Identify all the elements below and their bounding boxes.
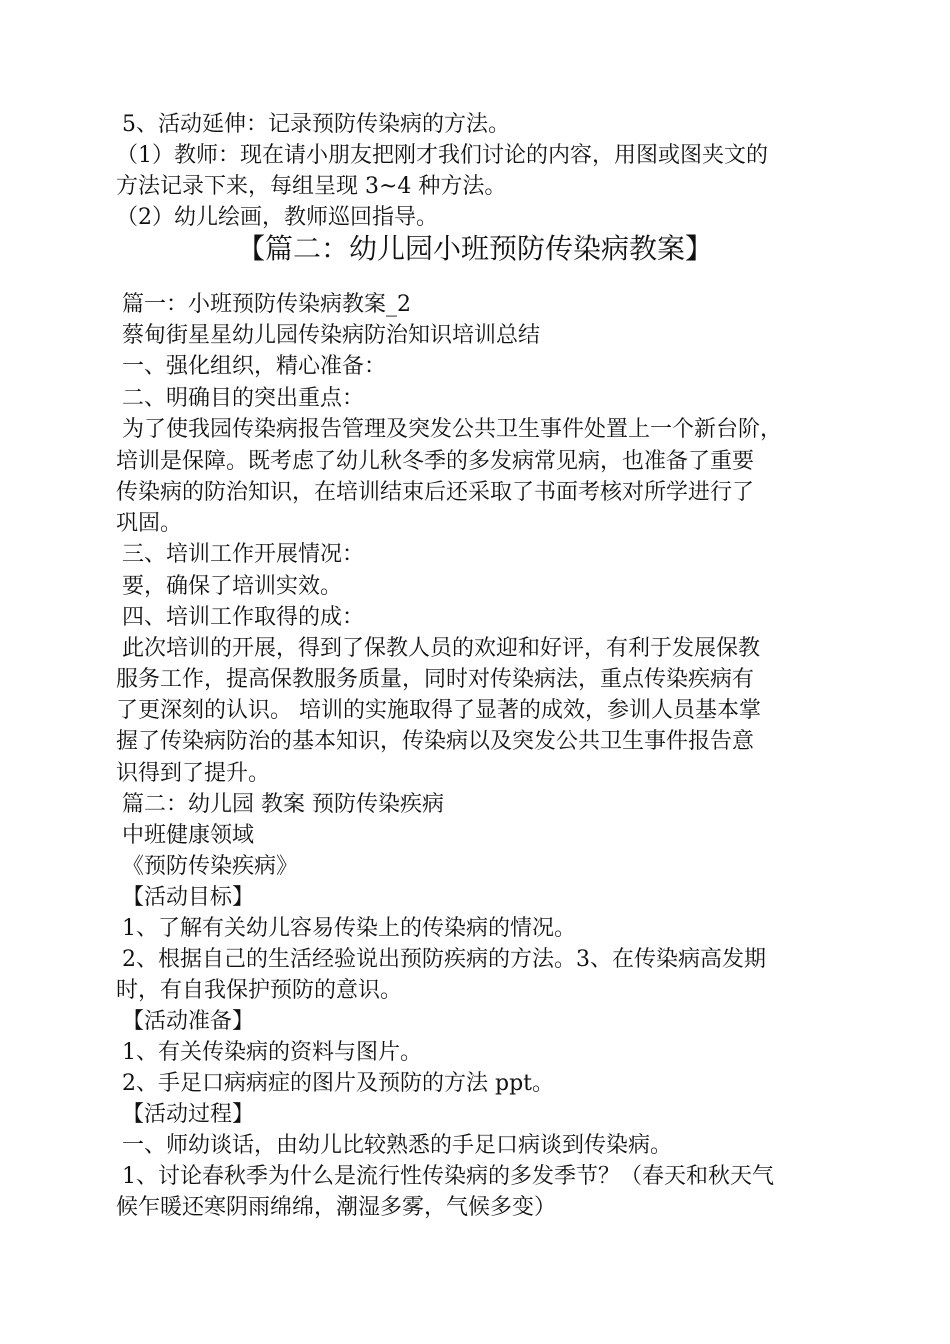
text-line: 服务工作，提高保教服务质量，同时对传染病法，重点传染疾病有 (116, 667, 755, 692)
text-line: 【活动准备】 (122, 1009, 255, 1034)
text-line: 1、讨论春秋季为什么是流行性传染病的多发季节？（春天和秋天气 (122, 1164, 774, 1189)
text-line: 培训是保障。既考虑了幼儿秋冬季的多发病常见病，也准备了重要 (116, 449, 755, 474)
text-line: 三、培训工作开展情况： (122, 542, 365, 567)
text-line: 四、培训工作取得的成： (122, 605, 365, 630)
text-line: 要，确保了培训实效。 (122, 574, 343, 599)
text-line: 一、师幼谈话，由幼儿比较熟悉的手足口病谈到传染病。 (122, 1133, 673, 1158)
text-line: （1）教师：现在请小朋友把刚才我们讨论的内容，用图或图夹文的 (116, 143, 768, 168)
text-line: 2、根据自己的生活经验说出预防疾病的方法。3、在传染病高发期 (122, 947, 766, 972)
text-line: 传染病的防治知识，在培训结束后还采取了书面考核对所学进行了 (116, 480, 755, 505)
text-line: 候乍暖还寒阴雨绵绵，潮湿多雾，气候多变） (116, 1195, 557, 1220)
text-line: 篇二：幼儿园 教案 预防传染疾病 (122, 792, 444, 817)
text-line: 识得到了提升。 (116, 761, 271, 786)
text-line: 【活动目标】 (122, 885, 255, 910)
text-line: 1、了解有关幼儿容易传染上的传染病的情况。 (122, 916, 576, 941)
section-title: 【篇二：幼儿园小班预防传染病教案】 (236, 232, 713, 265)
text-line: 《预防传染疾病》 (122, 854, 299, 879)
text-line: 二、明确目的突出重点： (122, 386, 365, 411)
text-line: 巩固。 (116, 511, 183, 536)
text-line: 时，有自我保护预防的意识。 (116, 978, 403, 1003)
text-line: 了更深刻的认识。 培训的实施取得了显著的成效，参训人员基本掌 (116, 698, 761, 723)
text-line: 中班健康领域 (122, 823, 255, 848)
text-line: 此次培训的开展，得到了保教人员的欢迎和好评，有利于发展保教 (122, 636, 761, 661)
text-line: 蔡甸街星星幼儿园传染病防治知识培训总结 (122, 323, 541, 348)
text-line: 方法记录下来，每组呈现 3~4 种方法。 (116, 174, 507, 199)
text-line: 篇一：小班预防传染病教案_2 (122, 292, 411, 317)
text-line: （2）幼儿绘画，教师巡回指导。 (116, 205, 438, 230)
text-line: 1、有关传染病的资料与图片。 (122, 1040, 422, 1065)
text-line: 为了使我园传染病报告管理及突发公共卫生事件处置上一个新台阶， (122, 417, 783, 442)
text-line: 一、强化组织，精心准备： (122, 354, 387, 379)
text-line: 2、手足口病病症的图片及预防的方法 ppt。 (122, 1071, 554, 1096)
text-line: 5、活动延伸：记录预防传染病的方法。 (122, 112, 510, 137)
text-line: 【活动过程】 (122, 1102, 255, 1127)
text-line: 握了传染病防治的基本知识，传染病以及突发公共卫生事件报告意 (116, 729, 755, 754)
